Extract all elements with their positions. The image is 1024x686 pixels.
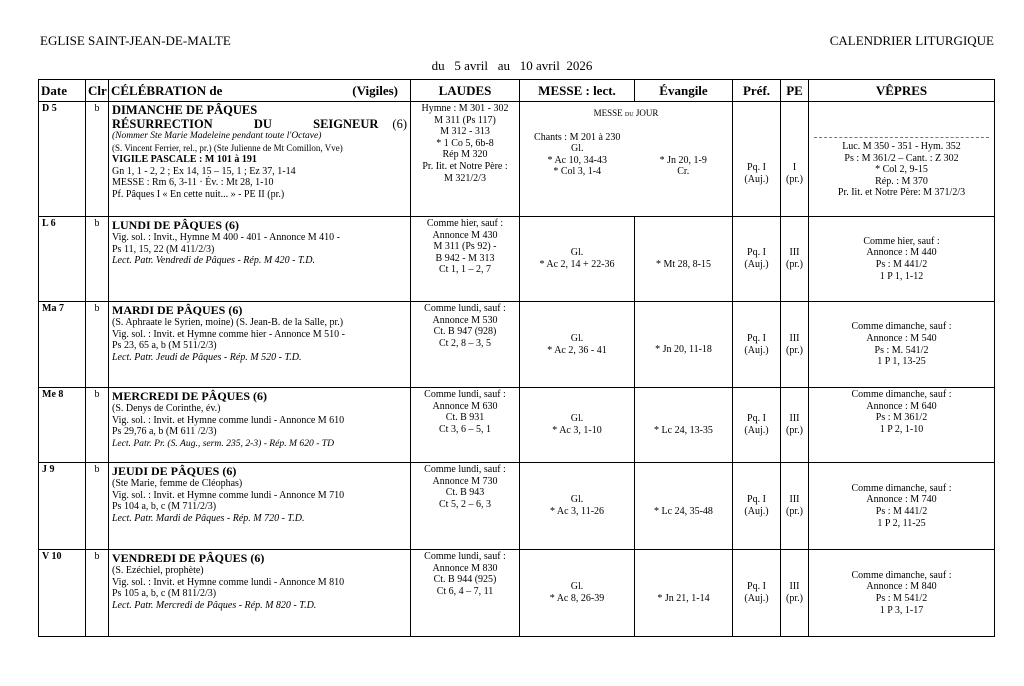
laudes-line: Comme lundi, sauf : xyxy=(424,303,506,314)
pe-line: III xyxy=(789,494,800,506)
celebration-cell xyxy=(109,463,411,550)
note-line: Lect. Patr. Pr. (S. Aug., serm. 235, 2-3) - Rép. M 620 - TD xyxy=(112,437,335,449)
messe-lectures xyxy=(520,132,634,178)
laudes-line: Comme lundi, sauf : xyxy=(424,551,506,562)
laudes-line: Ct 5, 2 – 6, 3 xyxy=(439,498,491,510)
col-pe: PE xyxy=(781,80,809,102)
vepres-line: Comme dimanche, sauf : xyxy=(851,482,952,494)
laudes-line: Comme hier, sauf : xyxy=(426,218,504,229)
day-label: J 9 xyxy=(39,463,86,550)
messe-line: * Col 3, 1-4 xyxy=(553,166,602,178)
laudes-line: M 321/2/3 xyxy=(444,172,486,184)
laudes-cell xyxy=(411,102,520,217)
messe-line: * Ac 3, 1-10 xyxy=(552,425,602,436)
vepres-line: Annonce : M 540 xyxy=(866,332,937,344)
note-line: Ps 29,76 a, b (M 611 /2/3) xyxy=(112,426,217,438)
color-code: b xyxy=(86,102,109,217)
messe-line: Gl. xyxy=(570,494,584,506)
messe-line: * Ac 8, 26-39 xyxy=(549,593,605,604)
celebration-title: JEUDI DE PÂQUES (6) xyxy=(112,464,237,478)
laudes-line: M 311 (Ps 92) - xyxy=(433,241,497,253)
note-line: MESSE : Rm 6, 3-11 · Év. : Mt 28, 1-10 xyxy=(112,177,274,189)
day-label: V 10 xyxy=(39,550,86,637)
laudes-line: Annonce M 530 xyxy=(432,314,498,326)
note-line: Lect. Patr. Mercredi de Pâques - Rép. M 820 - T.D. xyxy=(112,599,317,611)
table-row xyxy=(39,302,995,388)
laudes-line: Ct 2, 8 – 3, 5 xyxy=(439,337,491,349)
note-line: (S. Vincent Ferrier, rel., pr.) (Ste Julienne de Mt Comillon, Vve) xyxy=(112,142,343,153)
laudes-line: Hymne : M 301 - 302 xyxy=(421,103,509,114)
pref-cell xyxy=(733,388,781,463)
pe-line: III xyxy=(789,332,800,344)
messe-split xyxy=(520,132,732,178)
vepres-line: 1 P 2, 11-25 xyxy=(877,517,926,529)
celebration-title: LUNDI DE PÂQUES (6) xyxy=(112,218,240,232)
note-line: (Nommer Ste Marie Madeleine pendant toute l'Octave) xyxy=(112,131,322,141)
table-row xyxy=(39,550,995,637)
celebration-title: MERCREDI DE PÂQUES (6) xyxy=(112,389,268,403)
pe-line: (pr.) xyxy=(786,259,803,270)
vepres-line: Ps : M 361/2 – Cant. : Z 302 xyxy=(844,152,959,164)
laudes-line: M 311 (Ps 117) xyxy=(434,114,496,126)
pe-cell xyxy=(781,217,809,302)
note-line: (S. Denys de Corinthe, év.) xyxy=(112,403,221,414)
col-vepres: VÊPRES xyxy=(809,80,995,102)
vepres-line: Comme dimanche, sauf : xyxy=(851,569,952,581)
laudes-cell xyxy=(411,302,520,388)
vepres-line: * Col 2, 9-15 xyxy=(875,164,928,176)
pref-cell xyxy=(733,302,781,388)
pe-line: (pr.) xyxy=(786,593,803,604)
subtitle-text: RÉSURRECTION DU SEIGNEUR xyxy=(112,117,379,131)
messe-cell xyxy=(520,550,635,637)
laudes-cell xyxy=(411,217,520,302)
rank-label: (6) xyxy=(392,117,407,131)
pref-cell xyxy=(733,102,781,217)
evangile-cell xyxy=(635,388,733,463)
celebration-cell xyxy=(109,388,411,463)
messe-du-jour-label: MESSE du JOUR xyxy=(593,108,659,118)
laudes-cell xyxy=(411,550,520,637)
vepres-line: Ps : M 441/2 xyxy=(875,506,928,517)
note-line: Vig. sol. : Invit. et Hymne comme lundi - Annonce M 810 xyxy=(112,576,345,588)
laudes-line: Pr. Iit. et Notre Père : xyxy=(422,160,508,172)
pref-line: (Auj.) xyxy=(744,173,769,185)
evangile-line: * Jn 20, 11-18 xyxy=(655,344,712,356)
color-code: b xyxy=(86,217,109,302)
vepres-line: Annonce : M 640 xyxy=(866,400,937,412)
col-color: Clr xyxy=(86,80,109,102)
celebration-title: VENDREDI DE PÂQUES (6) xyxy=(112,551,265,565)
col-celebration-label: CÉLÉBRATION de xyxy=(111,82,223,98)
vepres-line: Comme hier, sauf : xyxy=(863,235,940,247)
table-row xyxy=(39,388,995,463)
note-line: Ps 105 a, b, c (M 811/2/3) xyxy=(112,588,217,600)
note-line: Vig. sol. : Invit. et Hymne comme hier - Annonce M 510 - xyxy=(112,328,345,340)
pe-line: III xyxy=(789,581,800,593)
vepres-line: 1 P 1, 1-12 xyxy=(879,270,924,282)
note-line: Ps 23, 65 a, b (M 511/2/3) xyxy=(112,340,217,352)
messe-cell xyxy=(520,217,635,302)
messe-line: Gl. xyxy=(570,581,584,593)
vepres-line: 1 P 1, 13-25 xyxy=(877,356,926,368)
evangile-line: Cr. xyxy=(677,166,690,178)
note-line: Vig. sol. : Invit. et Hymne comme lundi - Annonce M 610 xyxy=(112,414,345,426)
pe-line: (pr.) xyxy=(786,506,803,517)
vigile-line: VIGILE PASCALE : M 101 à 191 xyxy=(112,154,257,166)
vepres-line: Ps : M 441/2 xyxy=(875,259,928,270)
col-pref: Préf. xyxy=(733,80,781,102)
celebration-title: MARDI DE PÂQUES (6) xyxy=(112,303,243,317)
note-line: Gn 1, 1 - 2, 2 ; Ex 14, 15 – 15, 1 ; Ez 37, 1-14 xyxy=(112,165,296,177)
evangile-cell xyxy=(635,217,733,302)
laudes-line: Annonce M 630 xyxy=(432,400,498,412)
evangile-line: * Mt 28, 8-15 xyxy=(656,258,711,270)
evangile-line: * Lc 24, 35-48 xyxy=(654,505,713,517)
messe-cell xyxy=(520,388,635,463)
pref-cell xyxy=(733,463,781,550)
pref-line: (Auj.) xyxy=(744,259,769,270)
pe-line: (pr.) xyxy=(786,344,803,356)
laudes-line: M 312 - 313 xyxy=(440,126,490,138)
pref-line: Pq. I xyxy=(747,413,766,425)
document-title: CALENDRIER LITURGIQUE xyxy=(829,33,994,48)
col-laudes: LAUDES xyxy=(411,80,520,102)
pe-cell xyxy=(781,550,809,637)
laudes-line: Comme lundi, sauf : xyxy=(424,464,506,475)
vepres-line: Comme dimanche, sauf : xyxy=(851,389,952,400)
laudes-line: Annonce M 830 xyxy=(432,562,498,574)
header-row xyxy=(39,80,995,102)
laudes-line: Ct 6, 4 – 7, 11 xyxy=(436,585,494,597)
liturgical-calendar-table xyxy=(38,79,995,637)
messe-cell xyxy=(520,463,635,550)
vepres-cell xyxy=(809,217,995,302)
vepres-cell xyxy=(809,388,995,463)
note-line: Vig. sol. : Invit., Hymne M 400 - 401 - Annonce M 410 - xyxy=(112,232,340,243)
note-line: Lect. Patr. Jeudi de Pâques - Rép. M 520 - T.D. xyxy=(112,351,302,363)
vepres-line: Ps : M 541/2 xyxy=(875,593,928,604)
day-label: Ma 7 xyxy=(39,302,86,388)
laudes-line: Rép M 320 xyxy=(442,149,488,161)
laudes-line: Ct 3, 6 – 5, 1 xyxy=(439,423,491,435)
vepres-cell xyxy=(809,102,995,217)
note-line: Pf. Pâques I « En cette nuit... » - PE II (pr.) xyxy=(112,188,285,200)
day-label: Me 8 xyxy=(39,388,86,463)
day-label: L 6 xyxy=(39,217,86,302)
note-line: Ps 104 a, b, c (M 711/2/3) xyxy=(112,501,217,513)
note-line: (Ste Marie, femme de Cléophas) xyxy=(112,478,243,489)
color-code: b xyxy=(86,388,109,463)
messe-line: * Ac 3, 11-26 xyxy=(549,506,605,517)
messe-line: * Ac 2, 14 + 22-36 xyxy=(539,259,615,270)
messe-cell xyxy=(520,302,635,388)
pref-line: Pq. I xyxy=(747,494,766,506)
pe-cell xyxy=(781,388,809,463)
col-celebration xyxy=(109,80,411,102)
pe-line: III xyxy=(789,247,800,259)
pref-line: (Auj.) xyxy=(744,425,769,436)
pref-line: Pq. I xyxy=(747,332,766,344)
pe-line: (pr.) xyxy=(786,425,803,436)
laudes-line: Ct 1, 1 – 2, 7 xyxy=(439,264,491,276)
laudes-line: * 1 Co 5, 6b-8 xyxy=(436,137,494,149)
messe-line: Gl. xyxy=(570,413,584,425)
note-line: (S. Aphraate le Syrien, moine) (S. Jean-B. de la Salle, pr.) xyxy=(112,317,344,328)
table-row xyxy=(39,102,995,217)
laudes-line: Annonce M 430 xyxy=(432,229,498,241)
pe-cell xyxy=(781,463,809,550)
celebration-cell xyxy=(109,217,411,302)
color-code: b xyxy=(86,550,109,637)
evangile-lines xyxy=(634,132,732,178)
table-row xyxy=(39,463,995,550)
vepres-line: 1 P 3, 1-17 xyxy=(879,604,924,616)
vepres-line: Ps : M 361/2 xyxy=(875,412,928,424)
vepres-line: Luc. M 350 - 351 - Hym. 352 xyxy=(842,141,961,152)
col-evangile: Évangile xyxy=(635,80,733,102)
evangile-cell xyxy=(635,302,733,388)
celebration-subtitle xyxy=(112,117,407,131)
separator-dashes xyxy=(814,137,989,138)
color-code: b xyxy=(86,463,109,550)
evangile-line: * Lc 24, 13-35 xyxy=(654,424,713,436)
messe-line: Gl. xyxy=(570,332,584,344)
celebration-cell xyxy=(109,102,411,217)
vepres-cell xyxy=(809,463,995,550)
pe-line: III xyxy=(789,413,800,425)
col-vigiles-label: (Vigiles) xyxy=(352,82,398,98)
pref-line: Pq. I xyxy=(747,161,766,173)
pe-cell xyxy=(781,302,809,388)
evangile-line: * Jn 21, 1-14 xyxy=(657,592,710,604)
laudes-line: Ct. B 943 xyxy=(445,487,485,499)
pe-line: (pr.) xyxy=(786,173,803,185)
messe-line: * Ac 2, 36 - 41 xyxy=(547,344,607,356)
vepres-line: Comme dimanche, sauf : xyxy=(851,321,952,333)
laudes-line: B 942 - M 313 xyxy=(435,252,495,264)
note-line: Ps 11, 15, 22 (M 411/2/3) xyxy=(112,243,215,255)
vepres-line: Rép. : M 370 xyxy=(875,175,928,187)
pe-line: I xyxy=(792,161,797,173)
pref-line: (Auj.) xyxy=(744,506,769,517)
laudes-line: Ct. B 944 (925) xyxy=(433,574,497,586)
messe-line: * Ac 10, 34-43 xyxy=(547,154,607,166)
vepres-line: Annonce : M 840 xyxy=(866,581,937,593)
date-range: du 5 avril au 10 avril 2026 xyxy=(431,58,593,73)
note-line: Lect. Patr. Mardi de Pâques - Rép. M 720 - T.D. xyxy=(112,512,305,524)
messe-line: Gl. xyxy=(570,247,584,259)
laudes-line: Annonce M 730 xyxy=(432,475,498,487)
note-line: (S. Ezéchiel, prophète) xyxy=(112,565,204,576)
church-name: EGLISE SAINT-JEAN-DE-MALTE xyxy=(40,33,231,48)
pref-cell xyxy=(733,550,781,637)
messe-line: Chants : M 201 à 230 xyxy=(534,131,621,143)
pref-line: Pq. I xyxy=(747,247,766,259)
laudes-line: Ct. B 931 xyxy=(445,412,485,424)
vepres-cell xyxy=(809,302,995,388)
evangile-cell xyxy=(635,463,733,550)
pe-cell xyxy=(781,102,809,217)
color-code: b xyxy=(86,302,109,388)
vepres-line: Pr. Iit. et Notre Père: M 371/2/3 xyxy=(837,187,966,199)
vepres-cell xyxy=(809,550,995,637)
messe-line: Gl. xyxy=(570,143,584,155)
vepres-line: Annonce : M 740 xyxy=(866,494,937,506)
note-line: Vig. sol. : Invit. et Hymne comme lundi - Annonce M 710 xyxy=(112,489,345,501)
celebration-title: DIMANCHE DE PÂQUES xyxy=(112,103,258,117)
celebration-cell xyxy=(109,550,411,637)
celebration-cell xyxy=(109,302,411,388)
laudes-cell xyxy=(411,388,520,463)
pref-line: Pq. I xyxy=(747,581,766,593)
evangile-line: * Jn 20, 1-9 xyxy=(659,154,707,166)
day-label: D 5 xyxy=(39,102,86,217)
note-line: Lect. Patr. Vendredi de Pâques - Rép. M 420 - T.D. xyxy=(112,255,316,267)
messe-cell xyxy=(520,102,733,217)
table-row xyxy=(39,217,995,302)
pref-cell xyxy=(733,217,781,302)
laudes-cell xyxy=(411,463,520,550)
laudes-line: Comme lundi, sauf : xyxy=(424,389,506,400)
pref-line: (Auj.) xyxy=(744,344,769,356)
laudes-line: Ct. B 947 (928) xyxy=(433,326,497,338)
col-messe: MESSE : lect. xyxy=(520,80,635,102)
vepres-line: Ps : M. 541/2 xyxy=(874,344,929,356)
pref-line: (Auj.) xyxy=(744,593,769,604)
vepres-line: Annonce : M 440 xyxy=(866,247,937,259)
vepres-line: 1 P 2, 1-10 xyxy=(879,423,924,435)
evangile-cell xyxy=(635,550,733,637)
col-date: Date xyxy=(39,80,86,102)
